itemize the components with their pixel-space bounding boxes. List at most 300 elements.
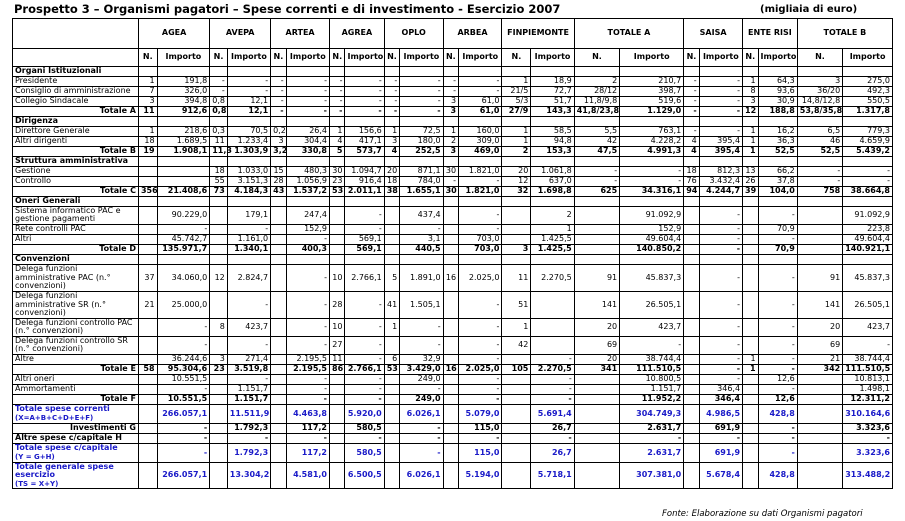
amount-cell: 1.094,7 <box>345 167 384 177</box>
count-cell: 1 <box>502 77 531 87</box>
count-cell: 10 <box>330 318 345 336</box>
amount-cell: 1.498,1 <box>843 384 893 394</box>
amount-cell: 12,6 <box>758 394 797 404</box>
count-cell <box>271 374 286 384</box>
count-cell <box>684 157 699 167</box>
amount-cell: - <box>157 224 210 234</box>
amount-cell: 691,9 <box>699 423 742 433</box>
row-label-text: Delega funzioni controllo PAC (n.° convenzioni) <box>15 317 133 336</box>
amount-cell <box>758 197 797 207</box>
count-cell <box>684 197 699 207</box>
table-row <box>13 87 893 97</box>
count-cell <box>138 354 157 364</box>
amount-cell: 37,8 <box>758 177 797 187</box>
amount-cell <box>345 197 384 207</box>
count-cell <box>271 291 286 318</box>
count-cell <box>743 423 758 433</box>
amount-cell: - <box>400 97 443 107</box>
amount-cell: - <box>459 374 502 384</box>
amount-cell: - <box>227 336 270 354</box>
count-cell <box>210 254 228 264</box>
amount-cell: 4.581,0 <box>286 462 329 488</box>
count-cell: 13 <box>743 167 758 177</box>
count-cell: 58 <box>138 364 157 374</box>
count-cell <box>502 117 531 127</box>
count-cell <box>743 244 758 254</box>
amount-cell: 437,4 <box>400 207 443 225</box>
count-cell <box>684 384 699 394</box>
count-cell: 3,2 <box>271 147 286 157</box>
amount-header: Importo <box>157 49 210 67</box>
amount-cell: - <box>758 433 797 443</box>
amount-cell: - <box>699 336 742 354</box>
count-cell <box>797 224 842 234</box>
table-row <box>13 234 893 244</box>
count-cell <box>330 197 345 207</box>
count-cell <box>271 354 286 364</box>
amount-cell: - <box>345 87 384 97</box>
count-cell: - <box>684 127 699 137</box>
amount-cell <box>620 254 684 264</box>
count-cell <box>443 254 458 264</box>
amount-cell <box>400 67 443 77</box>
count-cell <box>684 364 699 374</box>
amount-cell: 51,7 <box>531 97 574 107</box>
count-cell <box>797 384 842 394</box>
count-cell <box>574 207 619 225</box>
amount-cell: 223,8 <box>843 224 893 234</box>
amount-cell: 90.229,0 <box>157 207 210 225</box>
source-note: Fonte: Elaborazione su dati Organismi pagatori <box>662 509 863 519</box>
amount-cell: 6.026,1 <box>400 462 443 488</box>
amount-cell: - <box>620 177 684 187</box>
count-cell <box>271 254 286 264</box>
amount-cell: 16,2 <box>758 127 797 137</box>
row-label <box>13 67 139 77</box>
count-cell: 11,3 <box>210 147 228 157</box>
group-header: TOTALE A <box>574 19 683 49</box>
amount-cell: 313.488,2 <box>843 462 893 488</box>
count-cell: 30 <box>330 167 345 177</box>
amount-cell: 1.151,7 <box>227 384 270 394</box>
count-cell <box>443 336 458 354</box>
count-cell <box>684 354 699 364</box>
amount-cell: 135.971,7 <box>157 244 210 254</box>
count-cell <box>502 423 531 433</box>
amount-cell: 1.655,1 <box>400 187 443 197</box>
count-cell <box>138 117 157 127</box>
amount-cell: - <box>758 384 797 394</box>
count-cell <box>443 433 458 443</box>
total-row <box>13 404 893 423</box>
count-cell <box>210 394 228 404</box>
amount-cell: 266.057,1 <box>157 462 210 488</box>
amount-cell <box>620 117 684 127</box>
row-label-text: Totale E <box>100 364 136 374</box>
count-cell <box>797 433 842 443</box>
count-cell: - <box>330 77 345 87</box>
count-cell <box>684 224 699 234</box>
count-cell: 53 <box>384 364 399 374</box>
count-cell: 5,5 <box>574 127 619 137</box>
count-cell: 46 <box>797 137 842 147</box>
count-cell: 16 <box>443 364 458 374</box>
amount-cell: - <box>286 384 329 394</box>
amount-cell: - <box>157 443 210 462</box>
count-cell <box>384 336 399 354</box>
amount-cell: 70,9 <box>758 224 797 234</box>
count-cell <box>271 394 286 404</box>
amount-cell: - <box>286 264 329 291</box>
amount-cell <box>345 157 384 167</box>
amount-header: Importo <box>699 49 742 67</box>
row-label-text: Gestione <box>15 166 51 176</box>
group-header: AVEPA <box>210 19 271 49</box>
amount-cell: 36,3 <box>758 137 797 147</box>
count-cell: 42 <box>574 137 619 147</box>
amount-cell: 1.821,0 <box>459 187 502 197</box>
count-cell: 5 <box>330 147 345 157</box>
amount-cell <box>157 254 210 264</box>
count-cell: - <box>330 97 345 107</box>
count-cell <box>330 394 345 404</box>
count-cell <box>210 157 228 167</box>
amount-cell: 61,0 <box>459 107 502 117</box>
amount-cell <box>345 67 384 77</box>
amount-cell <box>459 197 502 207</box>
count-cell: 41 <box>384 291 399 318</box>
row-label-text: Rete controlli PAC <box>15 224 86 234</box>
count-cell <box>443 394 458 404</box>
count-cell <box>138 318 157 336</box>
amount-cell: 307.381,0 <box>620 462 684 488</box>
table-row <box>13 137 893 147</box>
amount-cell: 3.519,8 <box>227 364 270 374</box>
amount-cell: 1.505,1 <box>400 291 443 318</box>
count-cell <box>384 207 399 225</box>
count-cell <box>384 244 399 254</box>
count-cell <box>743 318 758 336</box>
count-cell <box>271 433 286 443</box>
amount-cell: 1.425,5 <box>531 234 574 244</box>
row-label-text: Totale B <box>99 146 136 156</box>
section-row <box>13 67 893 77</box>
amount-cell: 160,0 <box>459 127 502 137</box>
count-cell: - <box>271 97 286 107</box>
table-row <box>13 177 893 187</box>
amount-cell: 2.195,5 <box>286 354 329 364</box>
amount-cell <box>286 254 329 264</box>
count-cell <box>743 291 758 318</box>
amount-cell: 12,1 <box>227 97 270 107</box>
amount-cell <box>157 197 210 207</box>
row-label-text: Investimenti G <box>69 423 136 433</box>
amount-cell: 49.604,4 <box>620 234 684 244</box>
amount-cell: 30,9 <box>758 97 797 107</box>
amount-cell: - <box>758 364 797 374</box>
amount-cell: 871,1 <box>400 167 443 177</box>
count-cell <box>743 207 758 225</box>
count-cell: 94 <box>684 187 699 197</box>
count-cell: 0,8 <box>210 97 228 107</box>
amount-cell: 703,0 <box>459 244 502 254</box>
count-cell <box>384 374 399 384</box>
count-cell: 758 <box>797 187 842 197</box>
count-cell: 53,8/35,8 <box>797 107 842 117</box>
count-cell <box>502 207 531 225</box>
count-cell: 18 <box>138 137 157 147</box>
count-cell <box>138 207 157 225</box>
count-cell <box>797 234 842 244</box>
amount-cell: 26,7 <box>531 443 574 462</box>
count-cell: - <box>443 77 458 87</box>
table-row <box>13 384 893 394</box>
count-cell <box>330 254 345 264</box>
count-cell <box>502 384 531 394</box>
count-cell <box>684 443 699 462</box>
amount-cell: - <box>286 77 329 87</box>
count-cell <box>210 374 228 384</box>
amount-cell: - <box>227 433 270 443</box>
count-cell <box>743 117 758 127</box>
count-cell: 3 <box>743 97 758 107</box>
row-label-text: Totale D <box>99 244 136 254</box>
amount-cell: 812,3 <box>699 167 742 177</box>
row-label <box>13 433 139 443</box>
count-cell: 21 <box>797 354 842 364</box>
count-cell <box>743 374 758 384</box>
row-label-text: Struttura amministrativa <box>15 156 129 166</box>
amount-cell: - <box>699 433 742 443</box>
row-label-text: Totale generale spese esercizio <box>15 461 114 480</box>
count-cell <box>797 197 842 207</box>
amount-cell: - <box>400 87 443 97</box>
count-cell: 18 <box>684 167 699 177</box>
group-header: ARBEA <box>443 19 502 49</box>
amount-cell: 2.631,7 <box>620 443 684 462</box>
section-row <box>13 197 893 207</box>
count-cell: 28 <box>271 177 286 187</box>
amount-cell: 66,2 <box>758 167 797 177</box>
amount-cell: 26,7 <box>531 423 574 433</box>
count-header: N. <box>384 49 399 67</box>
total-row <box>13 462 893 488</box>
amount-cell: - <box>345 384 384 394</box>
amount-cell: 45.837,3 <box>843 264 893 291</box>
count-cell <box>138 374 157 384</box>
amount-cell: 2.011,1 <box>345 187 384 197</box>
amount-cell: 91.092,9 <box>620 207 684 225</box>
count-cell: 21 <box>138 291 157 318</box>
amount-header: Importo <box>459 49 502 67</box>
total-row <box>13 364 893 374</box>
count-cell <box>684 264 699 291</box>
amount-header: Importo <box>227 49 270 67</box>
count-cell: - <box>210 87 228 97</box>
amount-cell: - <box>459 77 502 87</box>
amount-cell: 1.061,8 <box>531 167 574 177</box>
count-cell: 30 <box>443 167 458 177</box>
amount-cell <box>758 157 797 167</box>
amount-cell: - <box>286 374 329 384</box>
count-cell: 1 <box>502 318 531 336</box>
row-label-text: Delega funzioni controllo SR (n.° convenzioni) <box>15 335 128 354</box>
count-cell <box>574 117 619 127</box>
row-label-text: Oneri Generali <box>15 196 81 206</box>
count-cell: 11 <box>502 264 531 291</box>
amount-cell: 550,5 <box>843 97 893 107</box>
count-cell: 3 <box>271 137 286 147</box>
amount-cell: 4.659,9 <box>843 137 893 147</box>
amount-cell <box>227 67 270 77</box>
count-cell: 1 <box>138 127 157 137</box>
count-cell <box>743 197 758 207</box>
count-cell: 4 <box>684 147 699 157</box>
count-cell <box>684 433 699 443</box>
amount-cell: 38.664,8 <box>843 187 893 197</box>
count-cell: - <box>271 77 286 87</box>
count-header: N. <box>743 49 758 67</box>
count-cell <box>574 443 619 462</box>
amount-cell: 13.304,2 <box>227 462 270 488</box>
row-label-text: Totale spese c/capitale <box>15 443 118 453</box>
amount-cell <box>699 117 742 127</box>
amount-cell: 26.505,1 <box>620 291 684 318</box>
amount-cell: 72,5 <box>400 127 443 137</box>
amount-cell: - <box>843 167 893 177</box>
amount-cell: 70,5 <box>227 127 270 137</box>
amount-cell: 916,4 <box>345 177 384 187</box>
count-cell: 1 <box>384 318 399 336</box>
row-label <box>13 318 139 336</box>
amount-cell <box>400 117 443 127</box>
count-cell: 20 <box>574 354 619 364</box>
count-cell <box>384 254 399 264</box>
amount-cell <box>699 197 742 207</box>
amount-cell: - <box>286 394 329 404</box>
amount-cell: - <box>699 207 742 225</box>
count-cell <box>684 207 699 225</box>
count-header: N. <box>271 49 286 67</box>
count-cell <box>574 462 619 488</box>
row-label-text: Altri dirigenti <box>15 136 68 146</box>
count-cell: 27 <box>330 336 345 354</box>
amount-cell <box>459 117 502 127</box>
amount-cell: 779,3 <box>843 127 893 137</box>
amount-cell: 1.340,1 <box>227 244 270 254</box>
count-cell <box>330 244 345 254</box>
amount-cell: 95.304,6 <box>157 364 210 374</box>
count-cell: 12 <box>210 264 228 291</box>
section-row <box>13 117 893 127</box>
amount-cell: - <box>227 374 270 384</box>
amount-cell: - <box>345 394 384 404</box>
row-label <box>13 354 139 364</box>
count-cell: 1 <box>743 147 758 157</box>
amount-cell <box>843 67 893 77</box>
amount-cell: 247,4 <box>286 207 329 225</box>
amount-cell: 153,3 <box>531 147 574 157</box>
count-cell <box>743 443 758 462</box>
count-header: N. <box>443 49 458 67</box>
amount-cell: 117,2 <box>286 443 329 462</box>
amount-cell: - <box>531 433 574 443</box>
count-cell <box>330 404 345 423</box>
count-cell <box>271 318 286 336</box>
count-cell <box>384 157 399 167</box>
count-cell <box>210 224 228 234</box>
row-label <box>13 423 139 433</box>
amount-cell <box>345 254 384 264</box>
count-cell: 76 <box>684 177 699 187</box>
count-cell: 23 <box>210 364 228 374</box>
amount-cell: 326,0 <box>157 87 210 97</box>
amount-cell: - <box>345 207 384 225</box>
amount-cell: 3.429,0 <box>400 364 443 374</box>
count-cell <box>210 443 228 462</box>
amount-cell: 423,7 <box>843 318 893 336</box>
amount-cell: 1.303,9 <box>227 147 270 157</box>
count-cell: 36/20 <box>797 87 842 97</box>
amount-cell: 61,0 <box>459 97 502 107</box>
count-cell <box>271 404 286 423</box>
amount-cell: - <box>345 97 384 107</box>
count-cell <box>138 244 157 254</box>
count-cell <box>271 67 286 77</box>
amount-cell: 580,5 <box>345 423 384 433</box>
amount-cell: 1.233,4 <box>227 137 270 147</box>
count-header: N. <box>684 49 699 67</box>
amount-cell <box>157 177 210 187</box>
count-cell: 32 <box>502 187 531 197</box>
amount-cell: - <box>699 127 742 137</box>
count-cell: - <box>797 167 842 177</box>
count-cell: 69 <box>797 336 842 354</box>
amount-cell: - <box>345 336 384 354</box>
count-cell <box>443 462 458 488</box>
count-cell <box>271 197 286 207</box>
amount-cell: 1.792,3 <box>227 443 270 462</box>
count-cell <box>210 234 228 244</box>
amount-cell: 469,0 <box>459 147 502 157</box>
total-row <box>13 394 893 404</box>
row-label-text: Presidente <box>15 76 58 86</box>
count-cell: 1 <box>330 127 345 137</box>
count-cell <box>743 433 758 443</box>
table-row <box>13 207 893 225</box>
count-cell: - <box>684 97 699 107</box>
count-cell <box>743 404 758 423</box>
count-cell: 2 <box>574 77 619 87</box>
count-cell: 16 <box>443 264 458 291</box>
table-row <box>13 264 893 291</box>
count-cell: 3 <box>502 244 531 254</box>
count-cell <box>502 67 531 77</box>
count-cell: 141 <box>797 291 842 318</box>
amount-cell <box>531 318 574 336</box>
amount-cell: - <box>758 354 797 364</box>
count-cell: 2 <box>443 137 458 147</box>
count-cell: - <box>271 107 286 117</box>
amount-cell: 1.033,0 <box>227 167 270 177</box>
amount-cell: 64,3 <box>758 77 797 87</box>
amount-cell: - <box>157 423 210 433</box>
amount-cell: 6.500,5 <box>345 462 384 488</box>
group-header: AGREA <box>330 19 385 49</box>
row-label <box>13 264 139 291</box>
amount-cell <box>400 254 443 264</box>
count-cell: 37 <box>138 264 157 291</box>
